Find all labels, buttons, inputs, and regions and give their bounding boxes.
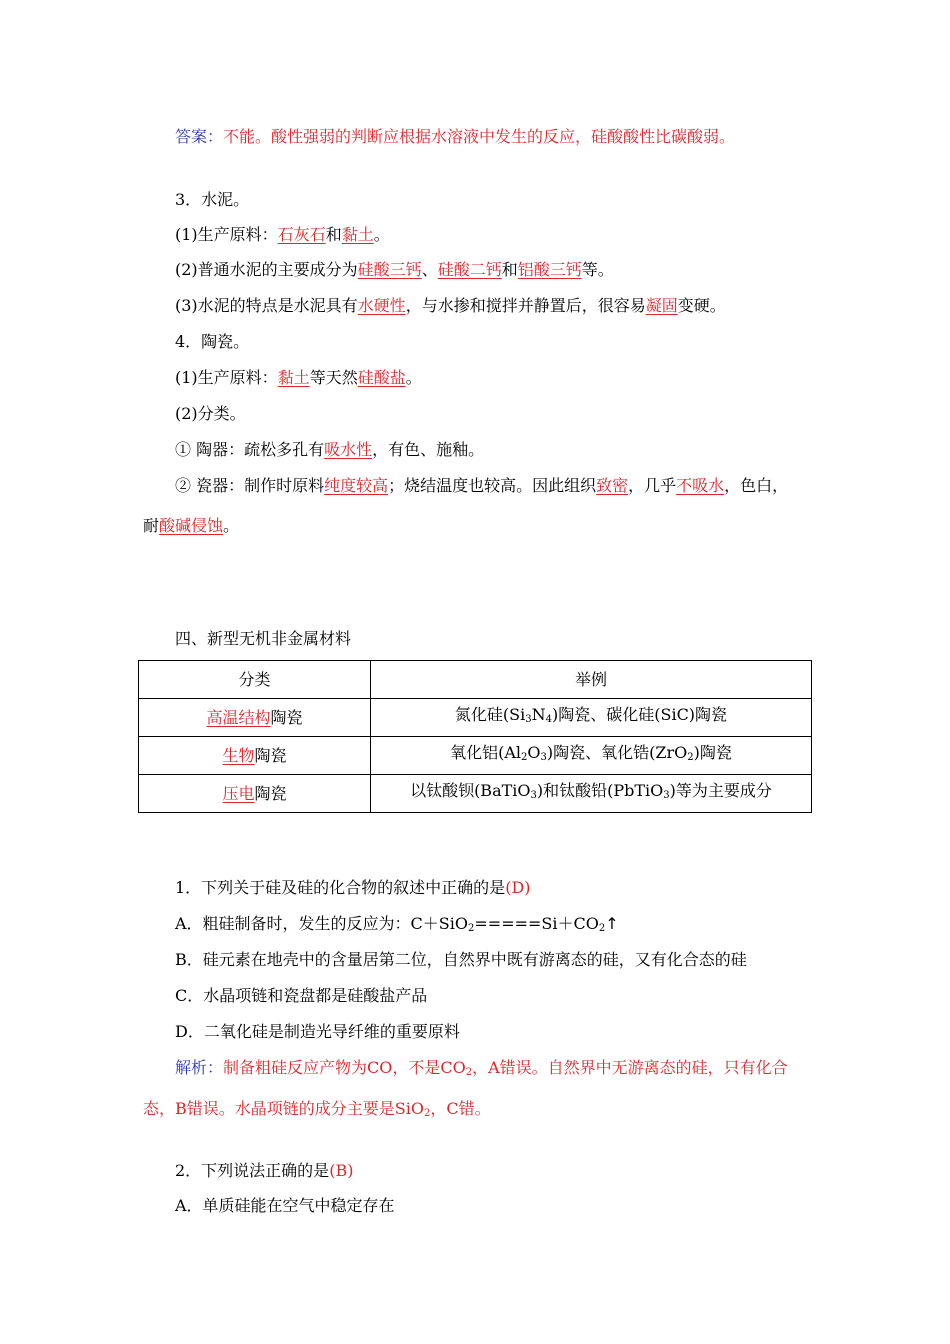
answer-label: 答案： <box>175 127 224 146</box>
subscript: 2 <box>465 1067 473 1078</box>
q1-stem <box>175 877 531 899</box>
porcelain-line-continued <box>143 515 239 537</box>
fill-blank: 黏土 <box>341 225 374 244</box>
fill-blank: 不吸水 <box>676 476 725 495</box>
text-segment: 陶瓷 <box>254 745 287 765</box>
table-cell-example <box>371 775 812 813</box>
porcelain-line <box>175 475 788 497</box>
text-segment: O <box>527 743 541 762</box>
text-segment: )陶瓷、碳化硅(SiC)陶瓷 <box>552 705 728 724</box>
q1-option-b: B．硅元素在地壳中的含量居第二位，自然界中既有游离态的硅，又有化合态的硅 <box>175 950 747 969</box>
answer-paren: ) <box>347 1161 354 1180</box>
answer-line <box>175 126 735 148</box>
answer-text: 不能。酸性强弱的判断应根据水溶液中发生的反应，硅酸酸性比碳酸弱。 <box>223 127 736 146</box>
text-segment: 以钛酸钡(BaTiO <box>410 781 531 800</box>
table-cell-category <box>139 775 371 813</box>
text-segment: 氧化铝(Al <box>450 743 522 762</box>
table-cell-category <box>139 699 371 737</box>
pottery-line <box>175 439 484 461</box>
subscript: 3 <box>530 790 537 801</box>
text-segment: 等。 <box>581 260 614 279</box>
table-row <box>139 775 812 813</box>
analysis-text: ，A错误。自然界中无游离态的硅，只有化合 <box>472 1058 788 1077</box>
section4-heading: 四、新型无机非金属材料 <box>175 629 352 648</box>
text-segment: 、 <box>421 260 438 279</box>
text-segment: 陶瓷 <box>254 783 287 803</box>
subscript: 3 <box>525 714 532 725</box>
q1-analysis <box>175 1057 788 1084</box>
text-segment: )和钛酸铅(PbTiO <box>536 781 664 800</box>
q2-option-a: A．单质硅能在空气中稳定存在 <box>175 1196 395 1215</box>
text-segment: =====Si＋CO <box>474 914 599 933</box>
fill-blank: 水硬性 <box>357 296 406 315</box>
fill-blank: 生物 <box>222 745 255 765</box>
fill-blank: 高温结构 <box>206 707 271 727</box>
text-segment: (3)水泥的特点是水泥具有 <box>175 296 358 315</box>
answer-letter: D <box>511 878 525 897</box>
text-segment: A．粗硅制备时，发生的反应为：C＋SiO <box>175 914 468 933</box>
answer-paren: ) <box>524 878 531 897</box>
fill-blank: 石灰石 <box>277 225 326 244</box>
text-segment: 和 <box>501 260 518 279</box>
analysis-text: 态，B错误。水晶项链的成分主要是SiO <box>143 1099 424 1118</box>
up-arrow-icon: ↑ <box>605 914 619 933</box>
text-segment: 和 <box>325 225 342 244</box>
text-segment: 陶瓷 <box>270 707 303 727</box>
text-segment: 。 <box>223 516 240 535</box>
question-text: 1．下列关于硅及硅的化合物的叙述中正确的是 <box>175 878 506 897</box>
table-header-row <box>139 661 812 699</box>
table-cell-example <box>371 699 812 737</box>
table-cell-example <box>371 737 812 775</box>
text-segment: 。 <box>405 368 422 387</box>
text-segment: 耐 <box>143 516 160 535</box>
text-segment: (1)生产原料： <box>175 225 278 244</box>
text-segment: ，有色、施釉。 <box>372 440 485 459</box>
table-row <box>139 737 812 775</box>
subscript: 2 <box>423 1108 431 1119</box>
text-segment: ；烧结温度也较高。因此组织 <box>388 476 597 495</box>
subscript: 3 <box>663 790 670 801</box>
text-segment: 。 <box>373 225 390 244</box>
fill-blank: 纯度较高 <box>324 476 389 495</box>
answer-letter: B <box>335 1161 348 1180</box>
q1-option-d: D．二氧化硅是制造光导纤维的重要原料 <box>175 1022 460 1041</box>
fill-blank: 硅酸二钙 <box>437 260 502 279</box>
q1-option-c: C．水晶项链和瓷盘都是硅酸盐产品 <box>175 986 428 1005</box>
text-segment: 等天然 <box>309 368 358 387</box>
text-segment: ② 瓷器：制作时原料 <box>175 476 325 495</box>
text-segment: ，与水掺和搅拌并静置后，很容易 <box>405 296 646 315</box>
subscript: 2 <box>598 923 606 934</box>
q2-stem <box>175 1160 353 1182</box>
text-segment: 变硬。 <box>677 296 726 315</box>
fill-blank: 硅酸盐 <box>357 368 406 387</box>
fill-blank: 凝固 <box>645 296 678 315</box>
text-segment: ，色白， <box>724 476 789 495</box>
fill-blank: 黏土 <box>277 368 310 387</box>
materials-table <box>138 660 812 813</box>
text-segment: ，几乎 <box>628 476 677 495</box>
table-header-cell: 分类 <box>139 661 371 699</box>
fill-blank: 铝酸三钙 <box>517 260 582 279</box>
ceramics-classify: (2)分类。 <box>175 404 246 423</box>
subscript: 3 <box>540 752 547 763</box>
cement-heading: 3．水泥。 <box>175 190 250 209</box>
text-segment: (2)普通水泥的主要成分为 <box>175 260 358 279</box>
ceramics-raw-materials <box>175 367 422 389</box>
fill-blank: 吸水性 <box>324 440 373 459</box>
fill-blank: 硅酸三钙 <box>357 260 422 279</box>
answer-paren: ( <box>505 878 512 897</box>
text-segment: )陶瓷、氧化锆(ZrO <box>546 743 688 762</box>
subscript: 2 <box>468 923 475 934</box>
table-header-cell: 举例 <box>371 661 812 699</box>
table-cell-category <box>139 737 371 775</box>
ceramics-heading: 4．陶瓷。 <box>175 332 250 351</box>
subscript: 2 <box>521 752 528 763</box>
analysis-label: 解析： <box>175 1058 224 1077</box>
cement-components <box>175 259 614 281</box>
text-segment: )陶瓷 <box>693 743 732 762</box>
question-text: 2．下列说法正确的是 <box>175 1161 330 1180</box>
table-row <box>139 699 812 737</box>
analysis-text: ，C错。 <box>430 1099 491 1118</box>
fill-blank: 压电 <box>222 783 255 803</box>
text-segment: N <box>531 705 546 724</box>
text-segment: ① 陶器：疏松多孔有 <box>175 440 325 459</box>
q1-option-a <box>175 913 619 940</box>
fill-blank: 致密 <box>596 476 629 495</box>
subscript: 2 <box>687 752 694 763</box>
q1-analysis-continued <box>143 1098 491 1125</box>
text-segment: (1)生产原料： <box>175 368 278 387</box>
answer-paren: ( <box>329 1161 336 1180</box>
analysis-text: 制备粗硅反应产物为CO，不是CO <box>223 1058 466 1077</box>
subscript: 4 <box>545 714 552 725</box>
cement-raw-materials <box>175 224 390 246</box>
fill-blank: 酸碱侵蚀 <box>159 516 224 535</box>
cement-features <box>175 295 726 317</box>
text-segment: )等为主要成分 <box>669 781 772 800</box>
text-segment: 氮化硅(Si <box>454 705 526 724</box>
